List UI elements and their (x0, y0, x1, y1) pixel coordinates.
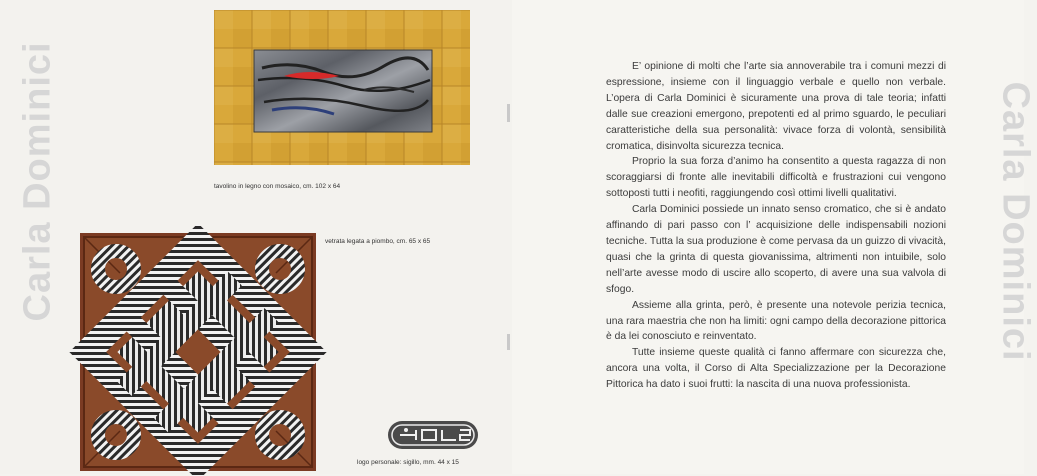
table-image (214, 10, 470, 165)
fold-mark-bottom (507, 334, 510, 350)
logo-seal (386, 418, 480, 452)
paragraph-2: Proprio la sua forza d’animo ha consentito a questa ragazza di non scoraggiarsi di fronte alle inevitabili difficoltà e frustrazioni cui vengono sottoposti tutti i neofiti, raggiungendo così ottimi livelli qualitativi. (606, 156, 946, 200)
window-caption: vetrata legata a piombo, cm. 65 x 65 (325, 238, 431, 245)
seal-image (386, 418, 480, 452)
window-photo (80, 233, 316, 471)
fold-mark-top (507, 104, 510, 122)
side-title-right: Carla Dominici (994, 81, 1037, 362)
side-title-left: Carla Dominici (16, 41, 59, 322)
paragraph-1: E’ opinione di molti che l’arte sia annoverabile tra i comuni mezzi di espressione, insieme con il linguaggio verbale e quello non verbale. L’opera di Carla Dominici è sicuramente una prova di tale teoria; infatti dalle sue creazioni emergono, prepotenti ed al primo sguardo, le peculiari caratteristiche della sua personalità: vivace forza di volontà, sensibilità cromatica, disinvolta sicurezza tecnica. (606, 61, 946, 152)
window-image (80, 233, 316, 471)
logo-caption: logo personale: sigillo, mm. 44 x 15 (357, 459, 459, 466)
table-photo (214, 10, 470, 165)
paragraph-4: Assieme alla grinta, però, è presente una notevole perizia tecnica, una rara maestria che non ha limiti: ogni campo della decorazione pittorica è da lei conosciuto e reinventato. (606, 299, 946, 343)
body-text (606, 59, 946, 393)
paragraph-5: Tutte insieme queste qualità ci fanno affermare con sicurezza che, ancora una volta, il Corso di Alta Specializzazione per la Decorazione Pittorica ha dato i suoi frutti: la nascita di una nuova professionista. (606, 347, 946, 391)
paragraph-3: Carla Dominici possiede un innato senso cromatico, che si è andato affinando di pari passo con l’ acquisizione delle indispensabili nozioni tecniche. Tutta la sua produzione è come pervasa da un guizzo di vivacità, quasi che la grinta di questa giovanissima, altrimenti non intuibile, solo nell’arte avesse modo di uscire allo scoperto, di avere una sua valvola di sfogo. (606, 204, 946, 295)
table-caption: tavolino in legno con mosaico, cm. 102 x 64 (214, 183, 341, 190)
